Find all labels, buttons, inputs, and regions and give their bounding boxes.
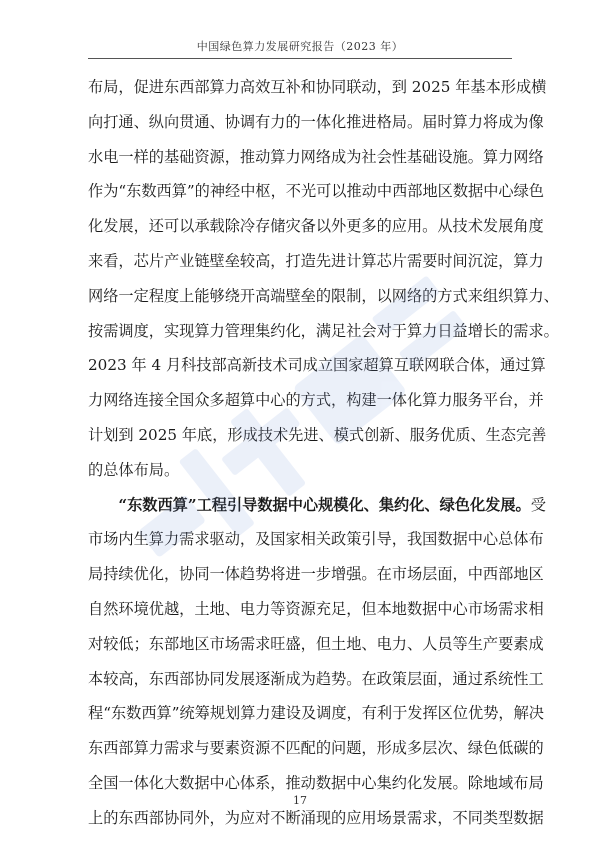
text-line: 上的东西部协同外，为应对不断涌现的应用场景需求，不同类型数据 (88, 808, 544, 827)
text-line: 全国一体化大数据中心体系，推动数据中心集约化发展。除地域布局 (88, 773, 544, 792)
text-line: 网络一定程度上能够绕开高端壁垒的限制，以网络的方式来组织算力、 (88, 286, 559, 305)
paragraph-indent (88, 496, 118, 514)
text-line: 化发展，还可以承载除冷存储灾备以外更多的应用。从技术发展角度 (88, 217, 544, 236)
text-line: 局持续优化，协同一体趋势将进一步增强。在市场层面，中西部地区 (88, 565, 544, 584)
text-line: 力网络连接全国众多超算中心的方式，构建一体化算力服务平台，并 (88, 391, 544, 410)
text-line: 计划到 2025 年底，形成技术先进、模式创新、服务优质、生态完善 (88, 425, 547, 444)
text-line: 水电一样的基础资源，推动算力网络成为社会性基础设施。算力网络 (88, 147, 544, 166)
text-line: 的总体布局。 (88, 460, 180, 479)
text-line: 本较高，东西部协同发展逐渐成为趋势。在政策层面，通过系统性工 (88, 669, 544, 688)
text-line: 市场内生算力需求驱动，及国家相关政策引导，我国数据中心总体布 (88, 530, 544, 549)
running-header: 中国绿色算力发展研究报告（2023 年） (196, 40, 404, 53)
text-line: 东西部算力需求与要素资源不匹配的问题，形成多层次、绿色低碳的 (88, 739, 544, 758)
text-line: 自然环境优越，土地、电力等资源充足，但本地数据中心市场需求相 (88, 599, 544, 618)
text-line: 对较低；东部地区市场需求旺盛，但土地、电力、人员等生产要素成 (88, 634, 544, 653)
paragraph-heading-line (88, 488, 546, 523)
paragraph-heading: “东数西算”工程引导数据中心规模化、集约化、绿色化发展。 (118, 495, 531, 514)
text-line: 布局，促进东西部算力高效互补和协同联动，到 2025 年基本形成横 (88, 78, 547, 96)
paragraph-heading-tail: 受 (530, 495, 546, 514)
text-line: 来看，芯片产业链壁垒较高，打造先进计算芯片需要时间沉淀，算力 (88, 251, 544, 270)
text-line: 程“东数西算”统筹规划算力建设及调度，有利于发挥区位优势，解决 (88, 704, 544, 723)
text-line: 2023 年 4 月科技部高新技术司成立国家超算互联网联合体，通过算 (88, 356, 546, 375)
body-text (88, 70, 559, 836)
text-line: 按需调度，实现算力管理集约化，满足社会对于算力日益增长的需求。 (88, 321, 559, 340)
text-line: 作为“东数西算”的神经中枢，不光可以推动中西部地区数据中心绿色 (88, 182, 544, 201)
page-number: 17 (293, 794, 307, 807)
header-divider (88, 58, 512, 59)
text-line: 向打通、纵向贯通、协调有力的一体化推进格局。届时算力将成为像 (88, 112, 544, 131)
